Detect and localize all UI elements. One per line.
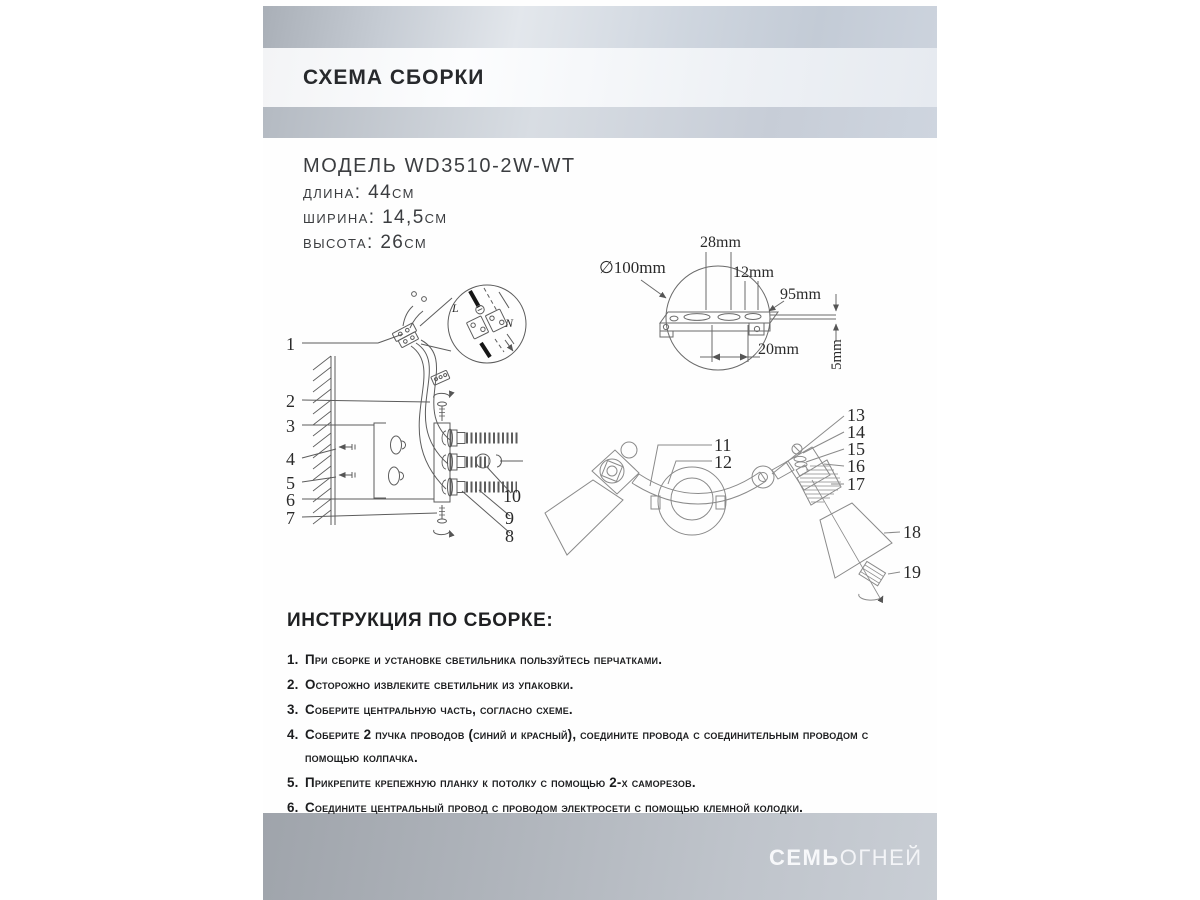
model-number: МОДЕЛЬ WD3510-2W-WT: [303, 155, 576, 177]
brand-logo-light: ОГНЕЙ: [839, 845, 923, 870]
part-number-3: 3: [286, 416, 295, 436]
wire-label-live: L: [452, 301, 459, 315]
part-number-2: 2: [286, 391, 295, 411]
dim-label-12mm: 12mm: [733, 264, 774, 281]
part-number-19: 19: [903, 562, 921, 582]
part-number-8: 8: [505, 526, 514, 546]
part-number-7: 7: [286, 508, 295, 528]
part-number-14: 14: [847, 422, 865, 442]
dim-label-28mm: 28mm: [700, 234, 741, 251]
instruction-number: 1.: [287, 652, 299, 667]
instruction-number: 3.: [287, 702, 299, 717]
instruction-number: 2.: [287, 677, 299, 692]
instruction-item: [287, 796, 915, 819]
part-number-15: 15: [847, 439, 865, 459]
part-number-11: 11: [714, 435, 732, 455]
part-number-5: 5: [286, 473, 295, 493]
wire-label-neutral: N: [505, 316, 514, 330]
brand-logo-bold: СЕМЬ: [769, 845, 840, 870]
page-title: СХЕМА СБОРКИ: [303, 66, 485, 89]
instruction-text: Соберите центральную часть, согласно схеме.: [305, 702, 573, 717]
instructions-heading: ИНСТРУКЦИЯ ПО СБОРКЕ:: [287, 610, 554, 631]
instruction-number: 6.: [287, 800, 299, 815]
part-number-4: 4: [286, 449, 295, 469]
dim-label-20mm: 20mm: [758, 341, 799, 358]
part-number-18: 18: [903, 522, 921, 542]
instruction-item: [287, 673, 915, 696]
instruction-item: [287, 648, 915, 671]
spec-width: ширина: 14,5см: [303, 207, 448, 228]
instruction-text: Соедините центральный провод с проводом электросети с помощью клемной колодки.: [305, 800, 804, 815]
brand-logo: [769, 845, 923, 871]
instruction-text: Соберите 2 пучка проводов (синий и красный), соедините провода с соединительным проводом с помощью колпачка.: [305, 727, 869, 765]
part-number-12: 12: [714, 452, 732, 472]
instruction-number: 5.: [287, 775, 299, 790]
part-number-16: 16: [847, 456, 865, 476]
wall-mount-exploded-view: [302, 285, 526, 535]
spec-height: высота: 26см: [303, 232, 428, 253]
part-number-1: 1: [286, 334, 295, 354]
part-number-6: 6: [286, 490, 295, 510]
part-number-17: 17: [847, 474, 865, 494]
part-number-13: 13: [847, 405, 865, 425]
spec-length: длина: 44см: [303, 182, 415, 203]
instruction-item: [287, 698, 915, 721]
instruction-text: Прикрепите крепежную планку к потолку с помощью 2-х саморезов.: [305, 775, 696, 790]
instruction-item: [287, 723, 915, 769]
dim-label-95mm: 95mm: [780, 286, 821, 303]
part-number-10: 10: [503, 486, 521, 506]
dim-label-5mm: 5mm: [829, 339, 845, 370]
instruction-item: [287, 771, 915, 794]
instructions-list: [287, 648, 915, 821]
instruction-text: Осторожно извлеките светильник из упаковки.: [305, 677, 574, 692]
dim-label-diameter: ∅100mm: [599, 258, 666, 277]
instruction-number: 4.: [287, 727, 299, 742]
part-number-9: 9: [505, 508, 514, 528]
instruction-text: При сборке и установке светильника пользуйтесь перчатками.: [305, 652, 663, 667]
